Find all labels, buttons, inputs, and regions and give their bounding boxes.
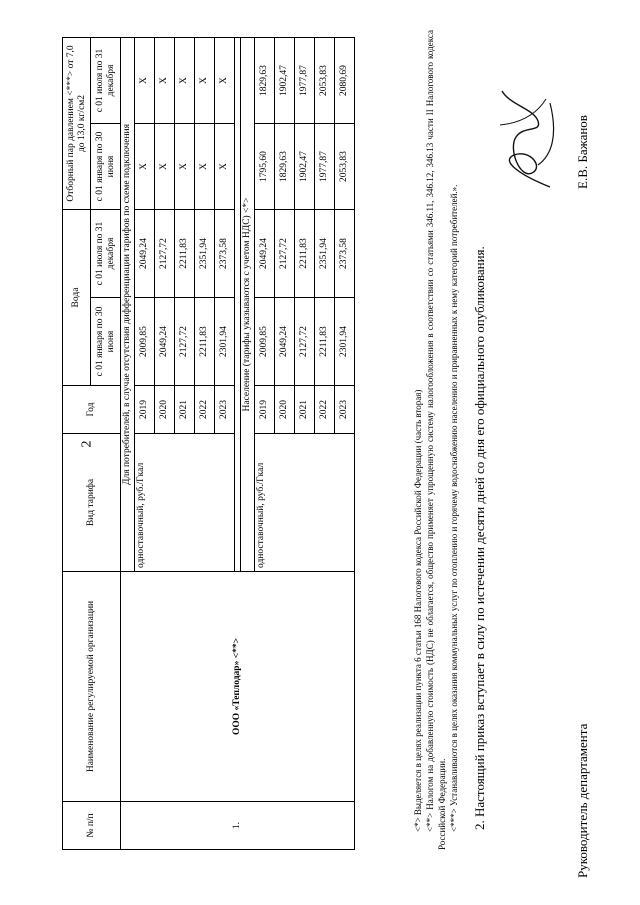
cell-year: 2023 xyxy=(215,386,235,434)
header-water: Вода xyxy=(63,210,91,386)
cell-value: 1829,63 xyxy=(255,37,275,123)
header-period: с 01 июля по 31 декабря xyxy=(91,37,121,123)
header-org: Наименование регулируемой организации xyxy=(63,572,121,802)
cell-value: 2127,72 xyxy=(155,210,175,298)
cell-year: 2020 xyxy=(275,386,295,434)
cell-year: 2023 xyxy=(335,386,355,434)
cell-value: 2301,94 xyxy=(335,298,355,386)
cell-year: 2022 xyxy=(195,386,215,434)
cell-value: 2211,83 xyxy=(295,210,315,298)
cell-value: X xyxy=(175,124,195,210)
cell-value: X xyxy=(175,37,195,123)
cell-value: 2351,94 xyxy=(315,210,335,298)
header-period: с 01 июля по 31 декабря xyxy=(91,210,121,298)
cell-value: 2049,24 xyxy=(255,210,275,298)
footnote: <*> Выделяется в целях реализации пункта 6 статьи 168 Налогового кодекса Российской Федерации (часть вторая) xyxy=(413,389,423,832)
cell-year: 2021 xyxy=(295,386,315,434)
footnote: <**> Налогом на добавленную стоимость (НДС) не облагается, общество применяет упрощенную систему налогообложения в соответствии со статьями 346.11, 346.12, 346.13 части II Налогового кодекса Российской Федерации. xyxy=(425,30,447,850)
order-paragraph: 2. Настоящий приказ вступает в силу по истечении десяти дней со дня его официального опубликования. xyxy=(472,246,487,830)
cell-value: 1902,47 xyxy=(295,124,315,210)
cell-value: X xyxy=(215,124,235,210)
cell-value: 2373,58 xyxy=(335,210,355,298)
cell-value: 2049,24 xyxy=(135,210,155,298)
handwritten-signature xyxy=(480,75,570,195)
tariff-label: одноставочный, руб./Гкал xyxy=(255,434,355,572)
cell-value: 2211,83 xyxy=(315,298,335,386)
header-num: № п/п xyxy=(63,802,121,850)
cell-value: 2053,83 xyxy=(335,124,355,210)
cell-value: 2301,94 xyxy=(215,298,235,386)
organization-name: ООО «Теплодар» <**> xyxy=(121,572,355,802)
cell-year: 2020 xyxy=(155,386,175,434)
cell-year: 2022 xyxy=(315,386,335,434)
cell-value: 1829,63 xyxy=(275,124,295,210)
cell-value: 2127,72 xyxy=(175,298,195,386)
cell-value: X xyxy=(135,37,155,123)
cell-year: 2019 xyxy=(255,386,275,434)
cell-value: 1977,87 xyxy=(315,124,335,210)
header-period: с 01 января по 30 июня xyxy=(91,298,121,386)
footnotes xyxy=(412,30,460,850)
footnote: <***> Устанавливаются в целях оказания коммунальных услуг по отоплению и горячему водоснабжению населению и приравненных к нему категорий потребителей.». xyxy=(449,184,459,832)
cell-value: 1977,87 xyxy=(295,37,315,123)
cell-value: 2009,85 xyxy=(135,298,155,386)
header-period: с 01 января по 30 июня xyxy=(91,124,121,210)
cell-value: X xyxy=(155,124,175,210)
cell-value: 2080,69 xyxy=(335,37,355,123)
cell-value: 2373,58 xyxy=(215,210,235,298)
cell-value: 2127,72 xyxy=(275,210,295,298)
cell-value: 1795,60 xyxy=(255,124,275,210)
signatory-position: Руководитель департамента xyxy=(575,723,590,878)
cell-value: 2127,72 xyxy=(295,298,315,386)
cell-value: X xyxy=(135,124,155,210)
cell-value: X xyxy=(155,37,175,123)
cell-value: 2049,24 xyxy=(275,298,295,386)
section1-title: Для потребителей, в случае отсутствия дифференциации тарифов по схеме подключения xyxy=(121,37,135,571)
signatory-name: Е.В. Бажанов xyxy=(575,115,590,189)
tariff-table xyxy=(62,37,355,850)
page-number: 2 xyxy=(79,440,95,448)
cell-value: 2049,24 xyxy=(155,298,175,386)
cell-value: 2211,83 xyxy=(175,210,195,298)
row-number: 1. xyxy=(121,802,355,850)
cell-value: X xyxy=(215,37,235,123)
header-year: Год xyxy=(63,386,121,434)
section2-title: Население (тарифы указываются с учетом НДС) <*> xyxy=(241,37,255,571)
cell-value: X xyxy=(195,124,215,210)
cell-value: 1902,47 xyxy=(275,37,295,123)
cell-year: 2021 xyxy=(175,386,195,434)
header-steam: Отборный пар давлением <***> от 7,0 до 13,0 кг/см2 xyxy=(63,37,91,209)
cell-value: X xyxy=(195,37,215,123)
cell-value: 2053,83 xyxy=(315,37,335,123)
tariff-label: одноставочный, руб./Гкал xyxy=(135,434,235,572)
cell-value: 2009,85 xyxy=(255,298,275,386)
header-tariff-type: Вид тарифа xyxy=(63,434,121,572)
cell-value: 2351,94 xyxy=(195,210,215,298)
cell-year: 2019 xyxy=(135,386,155,434)
cell-value: 2211,83 xyxy=(195,298,215,386)
